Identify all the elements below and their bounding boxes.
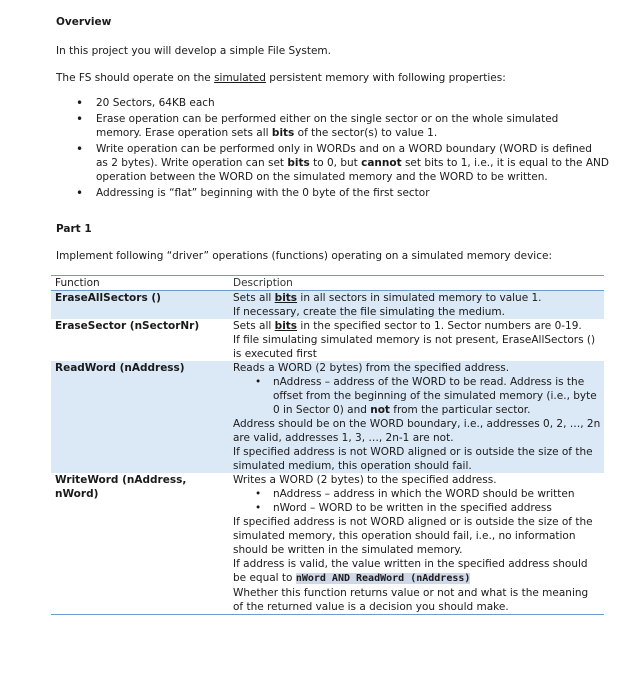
- function-name: WriteWord (nAddress, nWord): [55, 474, 187, 500]
- list-item: • Addressing is “flat” beginning with the 0 byte of the first sector: [72, 186, 572, 200]
- function-name: EraseSector (nSectorNr): [55, 320, 200, 332]
- overview-heading: Overview: [56, 16, 112, 28]
- properties-list: [72, 96, 609, 202]
- overview-intro: In this project you will develop a simple File System.: [56, 45, 331, 57]
- list-item: • 20 Sectors, 64KB each: [72, 96, 572, 110]
- part1-intro: Implement following “driver” operations (functions) operating on a simulated memory device:: [56, 250, 552, 262]
- table-row: [51, 291, 604, 319]
- function-name: ReadWord (nAddress): [55, 362, 185, 374]
- function-name: EraseAllSectors (): [55, 292, 161, 304]
- part1-heading: Part 1: [56, 223, 92, 235]
- simulated-word: simulated: [214, 72, 266, 84]
- code-expression: nWord AND ReadWord (nAddress): [295, 573, 471, 584]
- table-row: [51, 473, 604, 614]
- column-header-function: Function: [55, 277, 100, 289]
- functions-table: [51, 275, 604, 615]
- function-description: Writes a WORD (2 bytes) to the specified address. • nAddress – address in which the WORD should be written • nWord – WORD to be written in the specified address If specified address is not WORD aligned or is outside the size of the simulated memory, this operation should fail, i.e., no information should be written in the simulated memory. If address is valid, the value written in the specified address should be equal to nWord AND ReadWord (nAddress) Whether this function returns value or not and what is the meaning of the returned value is a decision you should make.: [233, 473, 604, 614]
- fs-sentence: The FS should operate on the simulated persistent memory with following properties:: [56, 72, 506, 84]
- list-item: • Erase operation can be performed either on the single sector or on the whole simulated memory. Erase operation sets all bits of the sector(s) to value 1.: [72, 112, 572, 140]
- table-row: [51, 361, 604, 473]
- function-description: Reads a WORD (2 bytes) from the specified address. • nAddress – address of the WORD to be read. Address is the offset from the beginning of the simulated memory (i.e., byte 0 in Sector 0) and not from the particular sector. Address should be on the WORD boundary, i.e., addresses 0, 2, …, 2n are valid, addresses 1, 3, …, 2n-1 are not. If specified address is not WORD aligned or is outside the size of the simulated medium, this operation should fail.: [233, 361, 604, 473]
- table-row: [51, 319, 604, 361]
- function-description: Sets all bits in the specified sector to 1. Sector numbers are 0-19. If file simulating simulated memory is not present, EraseAllSectors () is executed first: [233, 320, 596, 360]
- column-header-description: Description: [233, 277, 293, 289]
- list-item: • Write operation can be performed only in WORDs and on a WORD boundary (WORD is defined as 2 bytes). Write operation can set bits to 0, but cannot set bits to 1, i.e., it is equal to the AND operation between the WORD on the simulated memory and the WORD to be written.: [72, 142, 572, 184]
- table-header-row: [51, 276, 604, 291]
- function-description: Sets all bits in all sectors in simulated memory to value 1. If necessary, create the file simulating the medium.: [233, 292, 542, 318]
